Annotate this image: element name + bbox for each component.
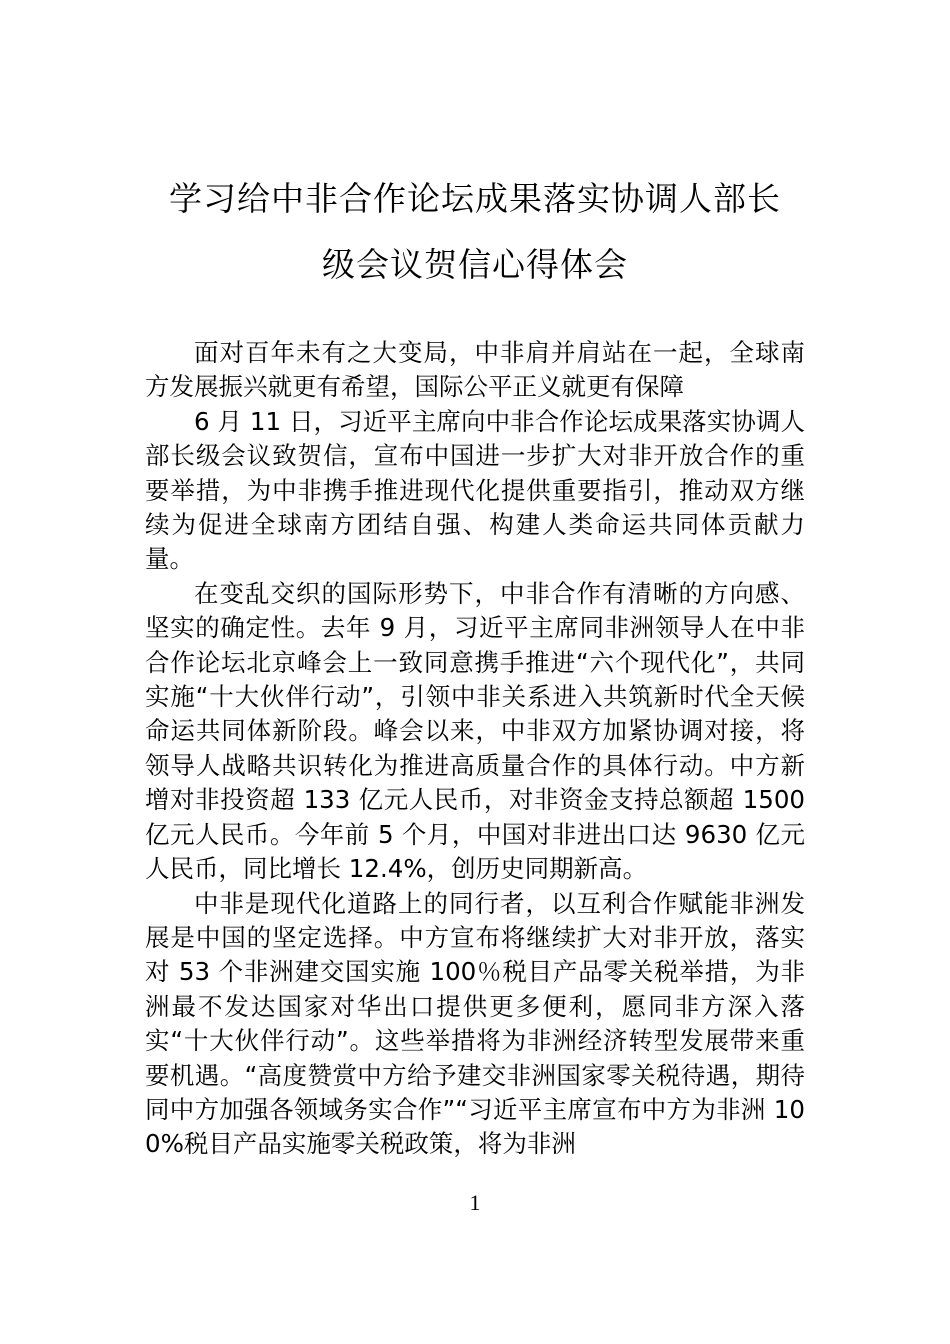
paragraph-3: 在变乱交织的国际形势下，中非合作有清晰的方向感、坚实的确定性。去年 9 月，习近平主席同非洲领导人在中非合作论坛北京峰会上一致同意携手推进“六个现代化”，共同实施“十大伙伴行动”，引领中非关系进入共筑新时代全天候命运共同体新阶段。峰会以来，中非双方加紧协调对接，将领导人战略共识转化为推进高质量合作的具体行动。中方新增对非投资超 133 亿元人民币，对非资金支持总额超 1500 亿元人民币。今年前 5 个月，中国对非进出口达 9630 亿元人民币，同比增长 12.4%，创历史同期新高。 <box>145 578 805 884</box>
title-line-1: 学习给中非合作论坛成果落实协调人部长 <box>169 179 781 218</box>
document-body <box>145 336 805 1162</box>
document-title <box>140 166 810 298</box>
page-number: 1 <box>469 1190 481 1215</box>
paragraph-4: 中非是现代化道路上的同行者，以互利合作赋能非洲发展是中国的坚定选择。中方宣布将继续扩大对非开放，落实对 53 个非洲建交国实施 100％税目产品零关税举措，为非洲最不发达国家对华出口提供更多便利，愿同非方深入落实“十大伙伴行动”。这些举措将为非洲经济转型发展带来重要机遇。“高度赞赏中方给予建交非洲国家零关税待遇，期待同中方加强各领域务实合作”“习近平主席宣布中方为非洲 100%税目产品实施零关税政策，将为非洲 <box>145 888 805 1159</box>
title-line-2: 级会议贺信心得体会 <box>322 245 628 284</box>
paragraph-1: 面对百年未有之大变局，中非肩并肩站在一起，全球南方发展振兴就更有希望，国际公平正义就更有保障 <box>145 338 805 402</box>
paragraph-2: 6 月 11 日，习近平主席向中非合作论坛成果落实协调人部长级会议致贺信，宣布中国进一步扩大对非开放合作的重要举措，为中非携手推进现代化提供重要指引，推动双方继续为促进全球南方团结自强、构建人类命运共同体贡献力量。 <box>145 406 805 574</box>
